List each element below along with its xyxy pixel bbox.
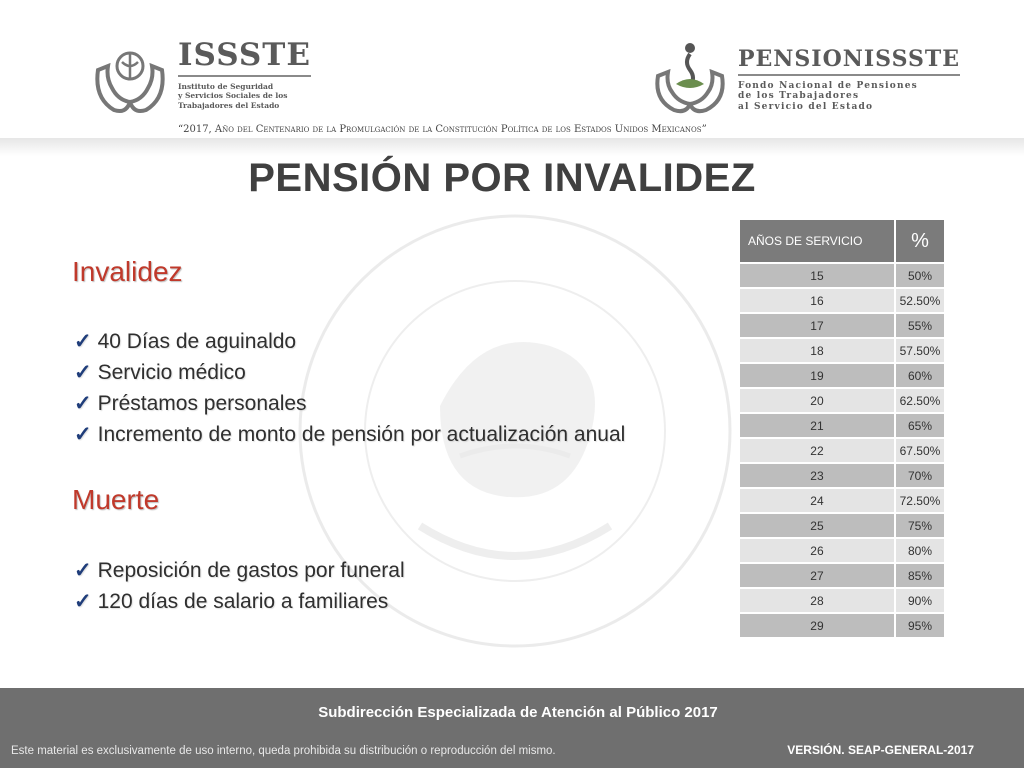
footer-note: Este material es exclusivamente de uso interno, queda prohibida su distribución o reproducción del mismo. (11, 745, 556, 757)
list-item (74, 586, 405, 617)
list-item (74, 555, 405, 586)
check-icon: ✓ (74, 392, 92, 415)
footer-title: Subdirección Especializada de Atención al Público 2017 (318, 704, 718, 721)
table-cell-percent: 95% (896, 614, 944, 637)
table-cell-percent: 62.50% (896, 389, 944, 412)
table-cell-years: 15 (740, 264, 894, 287)
table-cell-percent: 52.50% (896, 289, 944, 312)
table-row (740, 589, 944, 612)
table-cell-years: 20 (740, 389, 894, 412)
table-cell-percent: 57.50% (896, 339, 944, 362)
section-heading-muerte: Muerte (72, 484, 160, 515)
pensionissste-logo (650, 40, 960, 116)
table-cell-percent: 67.50% (896, 439, 944, 462)
hands-icon (650, 40, 730, 116)
check-icon: ✓ (74, 559, 92, 582)
table-cell-percent: 85% (896, 564, 944, 587)
pensionissste-subtitle: Fondo Nacional de Pensiones de los Trabajadores al Servicio del Estado (738, 81, 918, 112)
table-cell-years: 28 (740, 589, 894, 612)
table-cell-percent: 55% (896, 314, 944, 337)
list-item-text: Reposición de gastos por funeral (97, 559, 405, 582)
table-cell-years: 25 (740, 514, 894, 537)
table-row (740, 264, 944, 287)
table-cell-years: 27 (740, 564, 894, 587)
table-row (740, 389, 944, 412)
table-cell-percent: 60% (896, 364, 944, 387)
issste-subtitle: Instituto de Seguridad y Servicios Sociales de los Trabajadores del Estado (178, 82, 288, 110)
hands-icon (90, 40, 170, 116)
table-cell-years: 18 (740, 339, 894, 362)
check-icon: ✓ (74, 330, 92, 353)
table-row (740, 289, 944, 312)
table-cell-years: 21 (740, 414, 894, 437)
footer-version: VERSIÓN. SEAP-GENERAL-2017 (787, 743, 974, 757)
list-item-text: Incremento de monto de pensión por actualización anual (97, 423, 626, 446)
table-cell-years: 24 (740, 489, 894, 512)
check-icon: ✓ (74, 590, 92, 613)
table-row (740, 314, 944, 337)
table-row (740, 364, 944, 387)
check-icon: ✓ (74, 361, 92, 384)
issste-name: ISSSTE (178, 40, 311, 77)
table-cell-percent: 72.50% (896, 489, 944, 512)
table-cell-years: 26 (740, 539, 894, 562)
page-title: PENSIÓN POR INVALIDEZ (248, 156, 756, 200)
issste-logo (90, 37, 311, 116)
list-item-text: 40 Días de aguinaldo (97, 330, 297, 353)
table-cell-years: 16 (740, 289, 894, 312)
table-body (740, 264, 944, 637)
list-item-text: Préstamos personales (97, 392, 307, 415)
table-cell-years: 23 (740, 464, 894, 487)
table-cell-percent: 50% (896, 264, 944, 287)
table-row (740, 489, 944, 512)
list-item (74, 326, 625, 357)
table-cell-percent: 70% (896, 464, 944, 487)
table-row (740, 614, 944, 637)
check-icon: ✓ (74, 423, 92, 446)
table-row (740, 464, 944, 487)
benefits-list-invalidez (74, 326, 625, 450)
table-row (740, 514, 944, 537)
table-cell-years: 19 (740, 364, 894, 387)
list-item-text: Servicio médico (97, 361, 246, 384)
table-header-percent: % (896, 220, 944, 262)
table-cell-years: 22 (740, 439, 894, 462)
list-item (74, 388, 625, 419)
pensionissste-name: PENSIONISSSTE (738, 40, 960, 76)
pension-percentage-table (738, 218, 946, 639)
table-cell-years: 17 (740, 314, 894, 337)
table-cell-percent: 90% (896, 589, 944, 612)
benefits-list-muerte (74, 555, 405, 617)
header-divider (0, 138, 1024, 156)
list-item (74, 419, 625, 450)
table-row (740, 564, 944, 587)
header-motto: “2017, Año del Centenario de la Promulgación de la Constitución Política de los Estados Unidos Mexicanos” (178, 124, 707, 135)
table-row (740, 414, 944, 437)
table-row (740, 339, 944, 362)
table-header-years: AÑOS DE SERVICIO (740, 220, 894, 262)
section-heading-invalidez: Invalidez (72, 256, 183, 287)
table-row (740, 439, 944, 462)
list-item-text: 120 días de salario a familiares (97, 590, 389, 613)
table-cell-percent: 80% (896, 539, 944, 562)
table-cell-percent: 75% (896, 514, 944, 537)
table-cell-years: 29 (740, 614, 894, 637)
list-item (74, 357, 625, 388)
table-row (740, 539, 944, 562)
footer (0, 688, 1024, 768)
table-cell-percent: 65% (896, 414, 944, 437)
